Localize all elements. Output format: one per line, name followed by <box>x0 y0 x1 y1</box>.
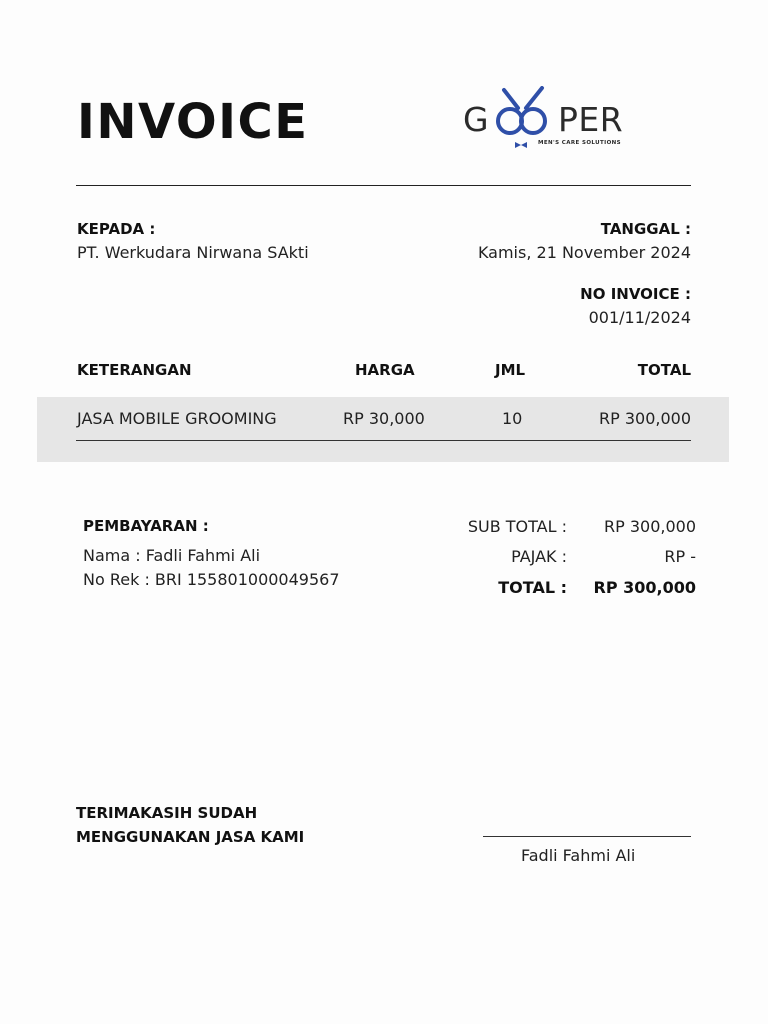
recipient-label: KEPADA : <box>77 220 156 238</box>
row-divider <box>76 440 691 441</box>
logo-letters-per: PER <box>558 100 624 139</box>
logo-letter-g: G <box>463 100 490 139</box>
signatory-name: Fadli Fahmi Ali <box>521 846 636 865</box>
grand-total-value: RP 300,000 <box>593 578 696 597</box>
date-value: Kamis, 21 November 2024 <box>477 243 691 262</box>
invoice-number-value: 001/11/2024 <box>588 308 691 327</box>
column-header-description: KETERANGAN <box>77 361 192 379</box>
page-title: INVOICE <box>77 94 309 150</box>
thank-you-line-2: MENGGUNAKAN JASA KAMI <box>76 828 305 846</box>
grand-total-label: TOTAL : <box>498 578 567 597</box>
table-row <box>37 397 729 462</box>
row-description: JASA MOBILE GROOMING <box>77 409 277 428</box>
row-qty: 10 <box>502 409 523 428</box>
logo-tagline: MEN'S CARE SOLUTIONS <box>538 140 622 146</box>
row-price: RP 30,000 <box>343 409 425 428</box>
tax-label: PAJAK : <box>511 547 567 566</box>
brand-logo <box>462 86 652 150</box>
recipient-name: PT. Werkudara Nirwana SAkti <box>77 243 309 262</box>
invoice-number-label: NO INVOICE : <box>580 285 691 303</box>
header-divider <box>76 185 691 186</box>
date-label: TANGGAL : <box>600 220 691 238</box>
row-total: RP 300,000 <box>598 409 691 428</box>
payment-label: PEMBAYARAN : <box>83 517 209 535</box>
payment-account-name: Nama : Fadli Fahmi Ali <box>83 546 261 565</box>
column-header-qty: JML <box>495 361 526 379</box>
thank-you-line-1: TERIMAKASIH SUDAH <box>76 804 258 822</box>
column-header-total: TOTAL <box>637 361 691 379</box>
payment-account-number: No Rek : BRI 155801000049567 <box>83 570 340 589</box>
column-header-price: HARGA <box>355 361 415 379</box>
subtotal-value: RP 300,000 <box>603 517 696 536</box>
subtotal-label: SUB TOTAL : <box>467 517 567 536</box>
tax-value: RP - <box>664 547 696 566</box>
signature-line <box>483 836 691 837</box>
